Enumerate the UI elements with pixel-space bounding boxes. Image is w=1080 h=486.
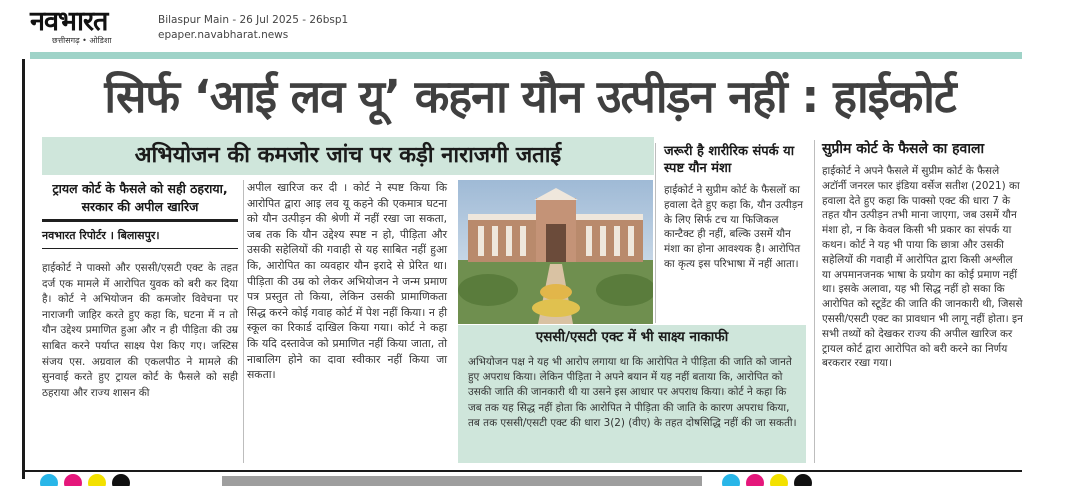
column-1-heading: ट्रायल कोर्ट के फैसले को सही ठहराया, सरकार की अपील खारिज: [52, 181, 228, 214]
column-2-body: अपील खारिज कर दी । कोर्ट ने स्पष्ट किया कि आरोपित द्वारा आइ लव यू कहने की एकमात्र घटना को यौन उत्पीड़न की श्रेणी में नहीं रखा जा सकता, जब तक कि यौन उद्देश्य स्पष्ट न हो, पीड़िता और उसकी सहेलियों की गवाही से यह साबित नहीं हुआ कि, आरोपित का व्यवहार यौन इरादे से प्रेरित था। पीड़िता की उम्र को लेकर अभियोजन ने जन्म प्रमाण पत्र प्रस्तुत तो किया, लेकिन उसकी प्रामाणिकता सिद्ध करने कोई गवाह कोर्ट में पेश नहीं किया। न ही स्कूल का रिकार्ड दाखिल किया गया। कोर्ट ने कहा कि यदि दस्तावेज को प्रमाणित नहीं किया जाता, तो नाबालिग होने का दावा स्वीकार नहीं किया जा सकता।: [247, 181, 447, 382]
main-headline: सिर्फ ‘आई लव यू’ कहना यौन उत्पीड़न नहीं : हाईकोर्ट: [104, 70, 956, 123]
article-column-1: [42, 180, 238, 401]
column-divider: [655, 143, 656, 323]
epaper-url[interactable]: epaper.navabharat.news: [158, 29, 289, 41]
magenta-dot-icon: [64, 474, 82, 486]
cyan-dot-icon: [722, 474, 740, 486]
building-image: [458, 180, 653, 324]
column-4-body: हाईकोर्ट ने सुप्रीम कोर्ट के फैसलों का हवाला देते हुए कहा कि, यौन उत्पीड़न के लिए सिर्फ टच या फिजिकल कान्टैक्ट ही नहीं, बल्कि उसमें यौन मंशा का होना आवश्यक है। आरोपित का कृत्य इस परिभाषा में नहीं आता।: [664, 184, 803, 270]
divider: [42, 219, 238, 222]
byline: नवभारत रिपोर्टर । बिलासपुर।: [42, 229, 160, 242]
newspaper-logo: [30, 8, 148, 50]
top-color-rule: [30, 52, 1022, 59]
masthead: [0, 0, 1080, 52]
logo-title: नवभारत: [30, 6, 108, 37]
left-margin-rule: [22, 59, 25, 479]
edition-line: Bilaspur Main - 26 Jul 2025 - 26bsp1: [158, 14, 349, 26]
article-column-4: [664, 143, 806, 272]
box-heading: एससी/एसटी एक्ट में भी साक्ष्य नाकाफी: [535, 329, 729, 345]
yellow-dot-icon: [88, 474, 106, 486]
high-court-photo: [458, 180, 653, 324]
cyan-dot-icon: [40, 474, 58, 486]
column-5-body: हाईकोर्ट ने अपने फैसले में सुप्रीम कोर्ट के फैसले अटॉर्नी जनरल फार इंडिया वर्सेज सतीश (2021) का हवाला देते हुए कहा कि पाक्सो एक्ट की धारा 7 के तहत यौन उत्पीड़न तभी माना जाएगा, जब उसमें यौन मंशा हो, न कि केवल किसी भी प्रकार का संपर्क या कथन। कोर्ट ने यह भी पाया कि छात्रा और उसकी सहेलियों की गवाही में आरोपित द्वारा किसी अश्लील या अपमानजनक भाषा के प्रयोग का कोई प्रमाण नहीं था। इसके अलावा, यह भी सिद्ध नहीं हो सका कि आरोपित को स्टूडेंट की जाति की जानकारी थी, जिससे एससी/एसटी एक्ट का प्रावधान भी लागू नहीं होता। इन सभी तथ्यों को देखकर राज्य की अपील खारिज कर ट्रायल कोर्ट द्वारा आरोपित को बरी करने का निर्णय बरकरार रखा गया।: [822, 165, 1023, 370]
sub-headline: अभियोजन की कमजोर जांच पर कड़ी नाराजगी जताई: [42, 137, 654, 175]
gray-bar: [222, 476, 702, 486]
logo-subtitle: छत्तीसगढ़ • ओडिशा: [52, 36, 112, 45]
column-divider: [243, 180, 244, 463]
article-column-2: [247, 180, 447, 383]
column-divider: [814, 140, 815, 463]
divider: [42, 248, 238, 249]
bottom-rule: [22, 470, 1022, 472]
column-1-body: हाईकोर्ट ने पाक्सो और एससी/एसटी एक्ट के तहत दर्ज एक मामले में आरोपित युवक को बरी कर दिया है। कोर्ट ने अभियोजन की कमजोर विवेचना पर नाराजगी जाहिर करते हुए कहा कि, घटना में न तो यौन उद्देश्य प्रमाणित हुआ और न ही पीड़िता की उम्र साबित करने पर्याप्त साक्ष्य पेश किए गए। जस्टिस संजय एस. अग्रवाल की एकलपीठ ने मामले की सुनवाई करते हुए ट्रायल कोर्ट के फैसले को सही ठहराया और राज्य शासन की: [42, 262, 238, 399]
magenta-dot-icon: [746, 474, 764, 486]
black-dot-icon: [794, 474, 812, 486]
print-registration-marks: [22, 474, 1062, 486]
black-dot-icon: [112, 474, 130, 486]
column-5-heading: सुप्रीम कोर्ट के फैसले का हवाला: [822, 141, 985, 157]
yellow-dot-icon: [770, 474, 788, 486]
edition-info: [158, 13, 348, 43]
article-column-5: [822, 140, 1024, 371]
column-4-heading: जरूरी है शारीरिक संपर्क या स्पष्ट यौन मंशा: [664, 144, 795, 176]
sidebar-box: [458, 325, 806, 463]
box-body: अभियोजन पक्ष ने यह भी आरोप लगाया था कि आरोपित ने पीड़िता की जाति को जानते हुए अपराध किया। लेकिन पीड़िता ने अपने बयान में यह नहीं बताया कि, आरोपित को उसकी जाति की जानकारी थी या उसने इस आधार पर अपराध किया। कोर्ट ने कहा कि जब तक यह सिद्ध नहीं होता कि आरोपित ने पीड़िता की जाति के कारण अपराध किया, तब तक एससी/एसटी एक्ट की धारा 3(2) (वीए) के तहत दोषसिद्धि नहीं की जा सकती।: [468, 356, 797, 429]
